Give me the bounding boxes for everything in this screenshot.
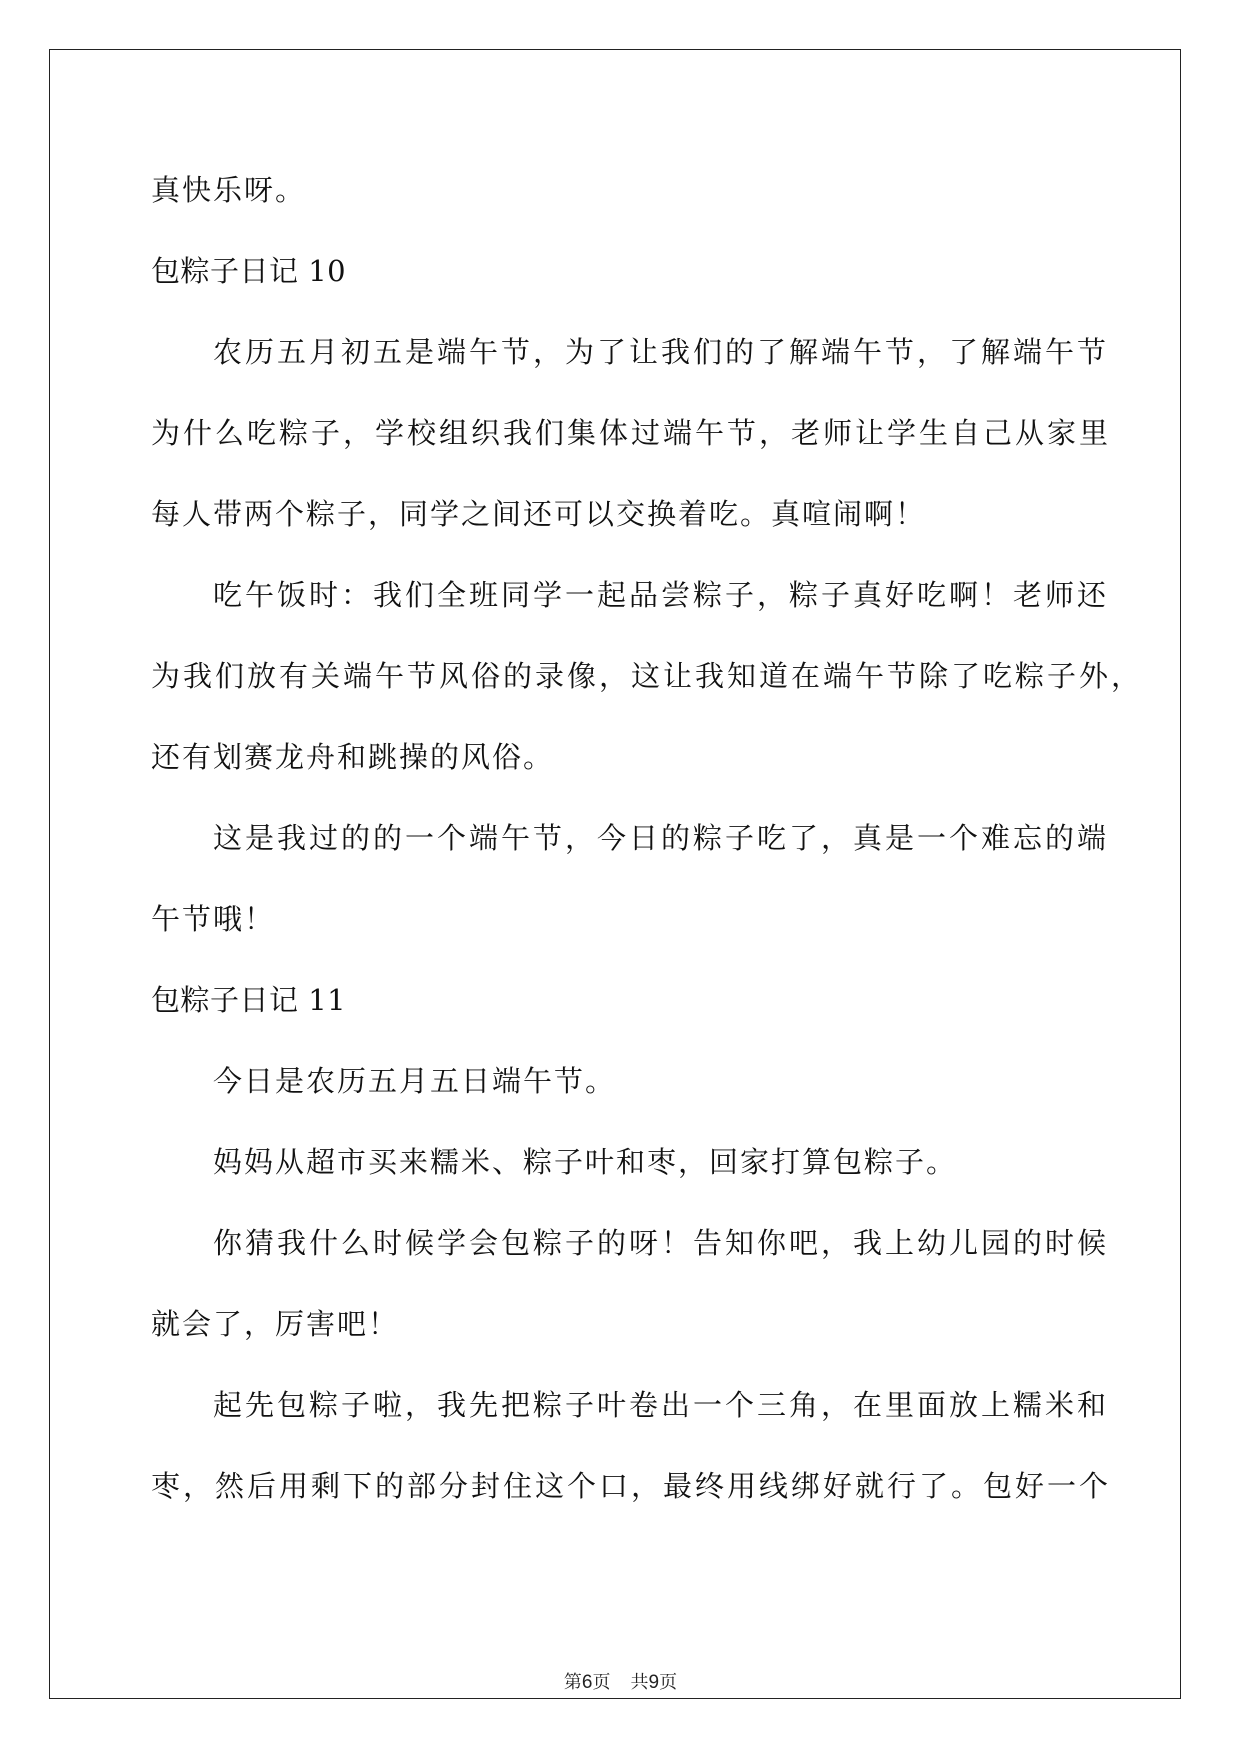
- section-heading: 包粽子日记 10: [151, 254, 347, 288]
- paragraph-line: 起先包粽子啦，我先把粽子叶卷出一个三角，在里面放上糯米和: [213, 1388, 1110, 1422]
- section-heading: 包粽子日记 11: [151, 983, 347, 1017]
- paragraph-line: 妈妈从超市买来糯米、粽子叶和枣，回家打算包粽子。: [213, 1145, 958, 1179]
- paragraph-line: 为什么吃粽子，学校组织我们集体过端午节，老师让学生自己从家里: [151, 416, 1112, 450]
- page-suffix: 页: [592, 1672, 611, 1693]
- page-footer: [0, 1668, 1241, 1694]
- total-pages-number: 9: [648, 1672, 660, 1693]
- paragraph-line: 今日是农历五月五日端午节。: [213, 1064, 617, 1098]
- total-prefix: 共: [630, 1672, 649, 1693]
- paragraph-line: 午节哦！: [151, 902, 276, 936]
- paragraph-line: 你猜我什么时候学会包粽子的呀！告知你吧，我上幼儿园的时候: [213, 1226, 1110, 1260]
- paragraph-line: 吃午饭时：我们全班同学一起品尝粽子，粽子真好吃啊！老师还: [213, 578, 1110, 612]
- paragraph-line: 每人带两个粽子，同学之间还可以交换着吃。真喧闹啊！: [151, 497, 927, 531]
- paragraph-line: 农历五月初五是端午节，为了让我们的了解端午节，了解端午节: [213, 335, 1110, 369]
- paragraph-line: 就会了，厉害吧！: [151, 1307, 400, 1341]
- document-body: [151, 150, 1144, 1527]
- paragraph-line: 为我们放有关端午节风俗的录像，这让我知道在端午节除了吃粽子外，: [151, 659, 1144, 693]
- total-suffix: 页: [659, 1672, 678, 1693]
- page-prefix: 第: [563, 1672, 582, 1693]
- paragraph-line: 真快乐呀。: [151, 173, 307, 207]
- paragraph-line: 这是我过的的一个端午节，今日的粽子吃了，真是一个难忘的端: [213, 821, 1110, 855]
- current-page-number: 6: [581, 1672, 593, 1693]
- paragraph-line: 还有划赛龙舟和跳操的风俗。: [151, 740, 555, 774]
- paragraph-line: 枣，然后用剩下的部分封住这个口，最终用线绑好就行了。包好一个: [151, 1469, 1112, 1503]
